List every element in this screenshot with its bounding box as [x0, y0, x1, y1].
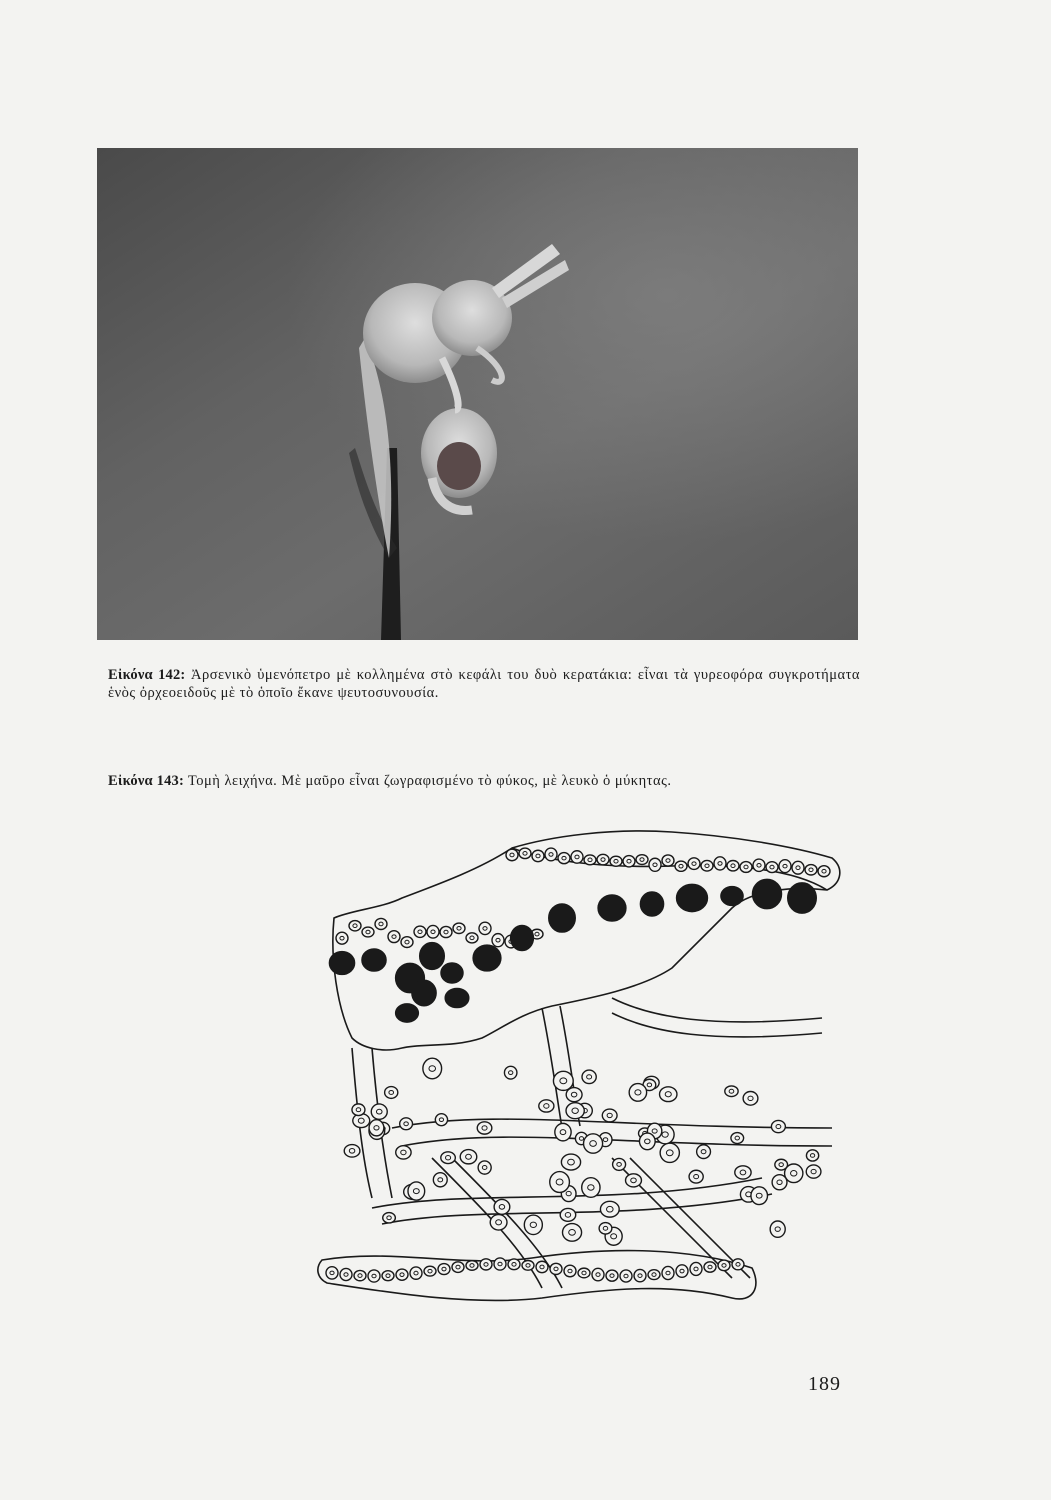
figure-142-caption — [108, 666, 860, 702]
figure-143-text: Τομὴ λειχήνα. Μὲ μαῦρο εἶναι ζωγραφισμένο τὸ φύκος, μὲ λευκὸ ὁ μύκητας. — [184, 773, 672, 789]
figure-142-label: Εἰκόνα 142: — [108, 667, 186, 683]
figure-142-text: Ἀρσενικὸ ὑμενόπετρο μὲ κολλημένα στὸ κεφάλι του δυὸ κερατάκια: εἶναι τὰ γυρεοφόρα συγκροτήματα ἑνὸς ὀρχεοειδοῦς μὲ τὸ ὁποῖο ἔκανε ψευτοσυνουσία. — [108, 667, 861, 701]
lichen-section-drawing — [312, 828, 862, 1338]
page-number: 189 — [808, 1373, 841, 1395]
figure-143-label: Εἰκόνα 143: — [108, 773, 185, 789]
bee-photograph — [97, 148, 858, 640]
figure-143-caption — [108, 772, 860, 790]
